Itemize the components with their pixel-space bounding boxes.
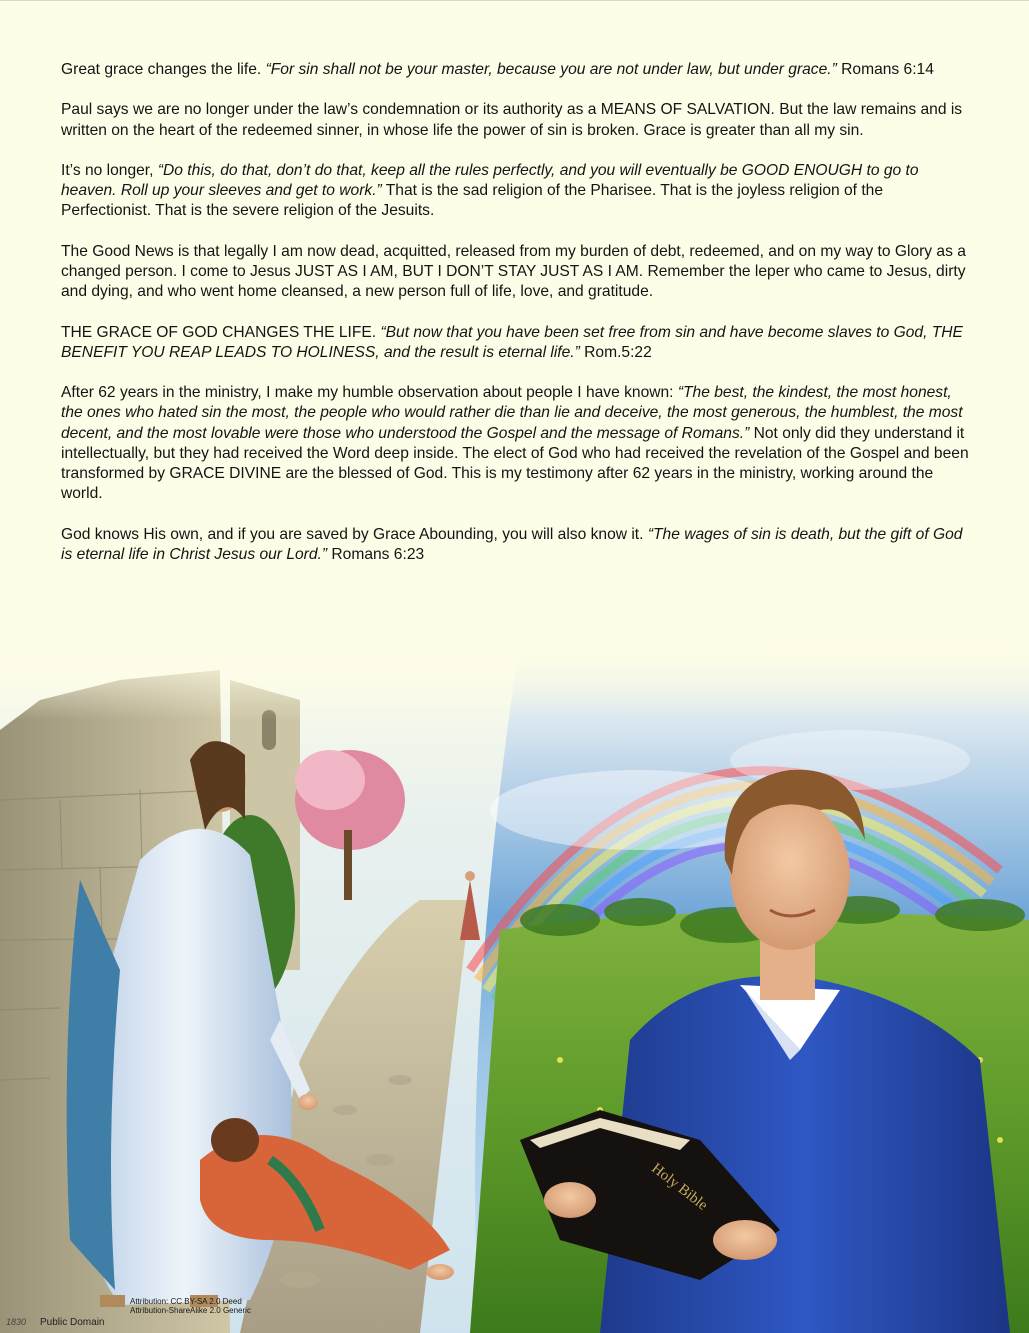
scripture-quote: “For sin shall not be your master, because you are not under law, but under grace.”: [265, 61, 837, 78]
image-credit-line-2: Attribution-ShareAlike 2.0 Generic: [130, 1306, 251, 1315]
paragraph-text: After 62 years in the ministry, I make my humble observation about people I have known:: [61, 384, 678, 402]
paragraph: [61, 242, 971, 303]
page-top-rule: [0, 0, 1029, 1]
paragraph-text: The Good News is that legally I am now dead, acquitted, released from my burden of debt, redeemed, and on my way to Glory as a changed person. I come to Jesus JUST AS I AM, BUT I DON’T STAY JUST AS I AM. Remember the leper who came to Jesus, dirty and dying, and who went home cleansed, a new person full of life, love, and gratitude.: [61, 242, 966, 301]
paragraph: [61, 60, 971, 80]
paragraph-text: Romans 6:14: [836, 61, 934, 78]
image-credit-public-domain: Public Domain: [40, 1317, 105, 1328]
paragraph: [61, 525, 971, 565]
scripture-quote: “But now that you have been set free from sin and have become slaves to God, THE BENEFIT YOU REAP LEADS TO HOLINESS, and the result is eternal life.”: [61, 323, 963, 361]
scripture-quote: “Do this, do that, don’t do that, keep all the rules perfectly, and you will eventually be GOOD ENOUGH to go to heaven. Roll up your sleeves and get to work.”: [61, 161, 919, 200]
scripture-quote: “The wages of sin is death, but the gift of God is eternal life in Christ Jesus our Lord.”: [61, 525, 963, 563]
paragraph-text: Rom.5:22: [579, 343, 652, 361]
artist-mark: 1830: [6, 1317, 27, 1327]
scripture-quote: “The best, the kindest, the most honest, the ones who hated sin the most, the people who would rather die than lie and deceive, the most generous, the humblest, the most decent, and the most lovable were those who understood the Gospel and the message of Romans.”: [61, 384, 963, 442]
bible-cover-title: Holy Bible: [648, 1160, 711, 1214]
article-body: [61, 60, 971, 585]
paragraph-text: It’s no longer,: [61, 161, 158, 179]
paragraph: [61, 161, 971, 222]
paragraph-text: Great grace changes the life.: [61, 61, 266, 78]
paragraph-text: That is the sad religion of the Pharisee. That is the joyless religion of the Perfectionist. That is the severe religion of the Jesuits.: [61, 182, 884, 220]
image-credit-line-1: Attribution: CC BY-SA 2.0 Deed: [130, 1297, 242, 1306]
paragraph: [61, 323, 971, 363]
paragraph: [61, 383, 971, 504]
paragraph: [61, 100, 971, 140]
paragraph-text: Paul says we are no longer under the law’s condemnation or its authority as a MEANS OF SALVATION. But the law remains and is written on the heart of the redeemed sinner, in whose life the power of sin is broken. Grace is greater than all my sin.: [61, 101, 963, 139]
paragraph-text: God knows His own, and if you are saved by Grace Abounding, you will also know it.: [61, 525, 648, 543]
illustration-leper-and-reader: [0, 640, 1029, 1333]
paragraph-text: THE GRACE OF GOD CHANGES THE LIFE.: [61, 323, 381, 341]
paragraph-text: Romans 6:23: [327, 545, 425, 563]
paragraph-text: Not only did they understand it intellectually, but they had received the Word deep inside. The elect of God who had received the revelation of the Gospel and been transformed by GRACE DIVINE are the blessed of God. This is my testimony after 62 years in the ministry, working around the world.: [61, 424, 969, 503]
